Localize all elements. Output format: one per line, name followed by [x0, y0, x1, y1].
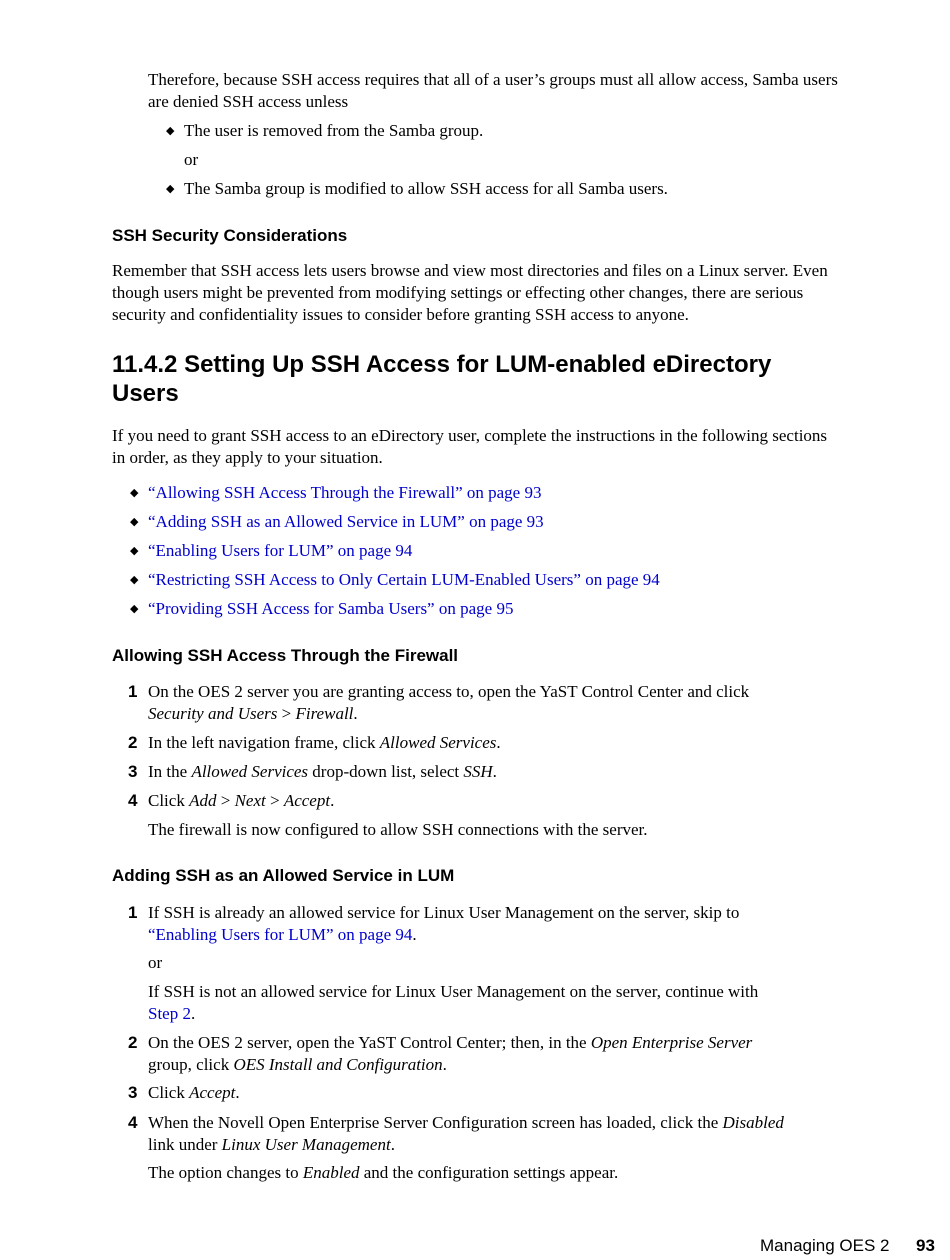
lum-step-4: When the Novell Open Enterprise Server Configuration screen has loaded, click the Disabled link under Linux User Management.: [148, 1113, 784, 1154]
link-allowing-ssh-firewall[interactable]: “Allowing SSH Access Through the Firewall” on page 93: [148, 483, 542, 502]
firewall-step-4: Click Add > Next > Accept.: [148, 791, 335, 810]
link-adding-ssh-lum[interactable]: “Adding SSH as an Allowed Service in LUM” on page 93: [148, 512, 544, 531]
lum-step-2: On the OES 2 server, open the YaST Control Center; then, in the Open Enterprise Server group, click OES Install and Configuration.: [148, 1033, 753, 1074]
document-page: Therefore, because SSH access requires that all of a user’s groups must all allow access, Samba users are denied SSH access unless ◆ The user is removed from the Samba group. or ◆ The Samba group is modified to allow SSH access for all Samba users. SSH Security Considerations Remember that SSH access lets users browse and view most directories and files on a Linux server. Even though users might be prevented from modifying settings or effecting other changes, there are serious security and confidentiality issues to consider before granting SSH access to anyone. 11.4.2 Setting Up SSH Access for LUM-enabled eDirectory Users If you need to grant SSH access to an eDirectory user, complete the instructions in the following sections in order, as they apply to your situation. ◆ “Allowing SSH Access Through the Firewall” on page 93 ◆ “Adding SSH as an Allowed Service in LUM” on page 93 ◆ “Enabling Users for LUM” on page 94 ◆ “Restricting SSH Access to Only Certain LUM-Enabled Users” on page 94 ◆ “Providing SSH Access for Samba Users” on page 95 Allowing SSH Access Through the Firewall 1 On the OES 2 server you are granting access to, open the YaST Control Center and click Security and Users > Firewall. 2 In the left navigation frame, click Allowed Services. 3 In the Allowed Services drop-down list, select SSH. 4 Click Add > Next > Accept. The firewall is now configured to allow SSH connections with the server. Adding SSH as an Allowed Service in LUM 1 If SSH is already an allowed service for Linux User Management on the server, skip to “Enabling Users for LUM” on page 94. or If SSH is not an allowed service for Linux User Management on the server, continue with Step 2. 2 On the OES 2 server, open the YaST Control Center; then, in the Open Enterprise Server group, click OES Install and Configuration. 3 Click Accept. 4 When the Novell Open Enterprise Server Configuration screen has loaded, click the Disabled link under Linux User Management. The option changes to Enabled and the configuration settings appear. Managing OES 2 93: [112, 70, 935, 1255]
link-restricting-ssh[interactable]: “Restricting SSH Access to Only Certain LUM-Enabled Users” on page 94: [148, 570, 660, 589]
bullet-diamond-icon: ◆: [130, 487, 139, 499]
bullet-diamond-icon: ◆: [130, 574, 139, 586]
firewall-result: The firewall is now configured to allow SSH connections with the server.: [148, 820, 648, 839]
footer-title: Managing OES 2: [760, 1236, 890, 1255]
step-number: 2: [128, 733, 138, 752]
bullet-diamond-icon: ◆: [166, 183, 175, 195]
section-heading: 11.4.2 Setting Up SSH Access for LUM-enabled eDirectory Users: [112, 351, 772, 407]
security-heading: SSH Security Considerations: [112, 226, 348, 245]
section-intro: If you need to grant SSH access to an eDirectory user, complete the instructions in the following sections in order, as they apply to your situation.: [112, 426, 828, 467]
bullet-diamond-icon: ◆: [130, 603, 139, 615]
link-samba-users[interactable]: “Providing SSH Access for Samba Users” on page 95: [148, 599, 514, 618]
intro-paragraph: Therefore, because SSH access requires that all of a user’s groups must all allow access, Samba users are denied SSH access unless: [148, 70, 838, 111]
bullet-diamond-icon: ◆: [130, 516, 139, 528]
lum-or: or: [148, 953, 163, 972]
bullet-diamond-icon: ◆: [166, 125, 175, 137]
firewall-step-3: In the Allowed Services drop-down list, select SSH.: [148, 762, 497, 781]
link-step-2[interactable]: Step 2: [148, 1004, 191, 1023]
security-paragraph: Remember that SSH access lets users browse and view most directories and files on a Linux server. Even though users might be prevented from modifying settings or effecting other changes, there are serious security and confidentiality issues to consider before granting SSH access to anyone.: [112, 261, 828, 324]
link-enabling-users-lum[interactable]: “Enabling Users for LUM” on page 94: [148, 541, 413, 560]
step-number: 4: [128, 791, 138, 810]
bullet-diamond-icon: ◆: [130, 545, 139, 557]
step-number: 1: [128, 903, 138, 922]
firewall-step-2: In the left navigation frame, click Allowed Services.: [148, 733, 501, 752]
step-number: 4: [128, 1113, 138, 1132]
lum-step-1: If SSH is already an allowed service for Linux User Management on the server, skip to “Enabling Users for LUM” on page 94.: [148, 903, 740, 944]
firewall-heading: Allowing SSH Access Through the Firewall: [112, 646, 459, 665]
page-number: 93: [916, 1236, 935, 1255]
lum-result: The option changes to Enabled and the configuration settings appear.: [148, 1163, 619, 1182]
step-number: 3: [128, 762, 138, 781]
link-enabling-users-lum-inline[interactable]: “Enabling Users for LUM” on page 94: [148, 925, 413, 944]
intro-or: or: [184, 150, 199, 169]
step-number: 1: [128, 682, 138, 701]
firewall-step-1: On the OES 2 server you are granting access to, open the YaST Control Center and click Security and Users > Firewall.: [148, 682, 750, 723]
lum-heading: Adding SSH as an Allowed Service in LUM: [112, 866, 455, 885]
step-number: 2: [128, 1033, 138, 1052]
lum-step-1-alt: If SSH is not an allowed service for Linux User Management on the server, continue with Step 2.: [148, 982, 759, 1023]
step-number: 3: [128, 1083, 138, 1102]
lum-step-3: Click Accept.: [148, 1083, 240, 1102]
